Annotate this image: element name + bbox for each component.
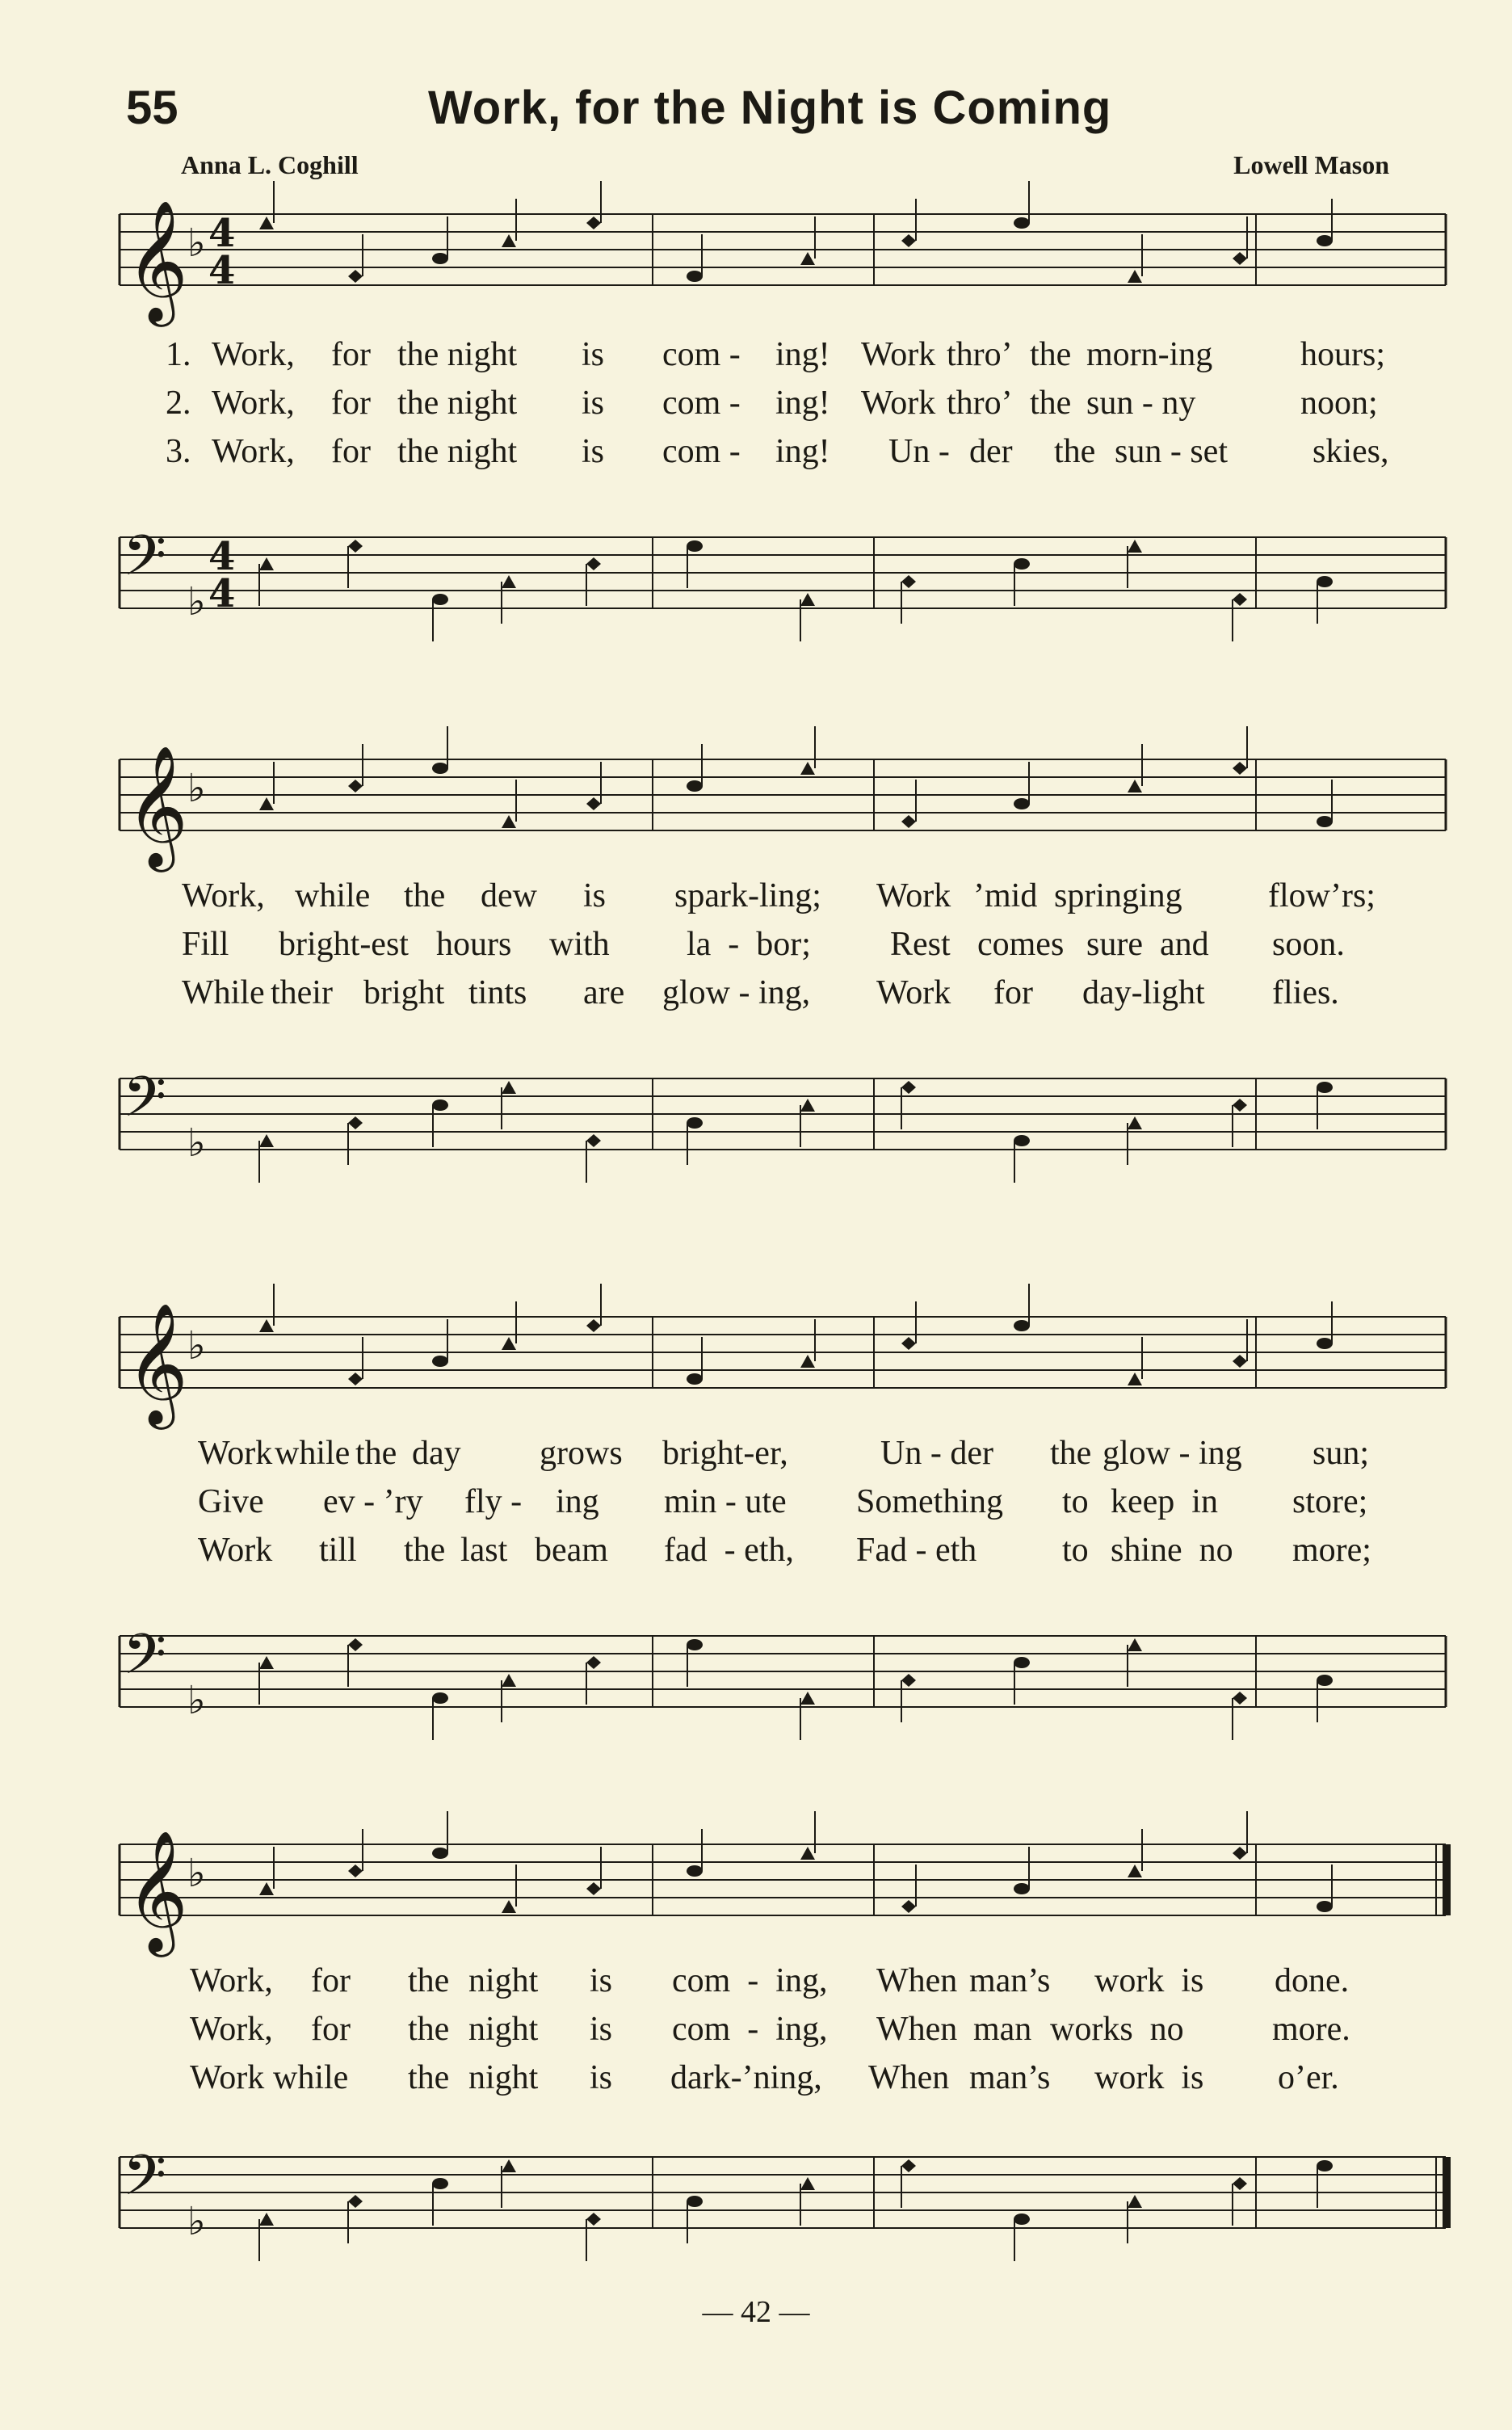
- syllable: ing!: [775, 433, 830, 470]
- syllable: fly -: [464, 1483, 523, 1520]
- syllable: with: [549, 926, 610, 963]
- verse-number: 2.: [166, 385, 191, 422]
- syllable: for: [993, 974, 1033, 1011]
- syllable: is: [590, 1962, 613, 1999]
- svg-text:𝄢: 𝄢: [123, 1064, 167, 1143]
- syllable: Un -: [888, 433, 950, 470]
- syllable: the: [404, 877, 446, 914]
- syllable: their: [271, 974, 333, 1011]
- syllable: com -: [662, 385, 741, 422]
- syllable: work is: [1094, 1962, 1204, 1999]
- syllable: flies.: [1272, 974, 1339, 1011]
- syllable: Give: [198, 1483, 264, 1520]
- svg-text:♭: ♭: [187, 1678, 206, 1723]
- syllable: the: [408, 1962, 450, 1999]
- syllable: the night: [397, 433, 518, 470]
- syllable: Work,: [212, 336, 295, 373]
- syllable: for: [331, 385, 371, 422]
- syllable: night: [468, 2011, 539, 2048]
- syllable: fad - eth,: [664, 1532, 794, 1569]
- syllable: glow - ing: [1102, 1435, 1242, 1472]
- syllable: ing!: [775, 336, 830, 373]
- syllable: for: [331, 336, 371, 373]
- syllable: shine no: [1111, 1532, 1233, 1569]
- treble-staff-2: [0, 744, 1512, 867]
- syllable: work is: [1094, 2059, 1204, 2096]
- syllable: tints: [468, 974, 527, 1011]
- syllable: is: [582, 433, 605, 470]
- verse-number: 1.: [166, 336, 191, 373]
- words-credit: Anna L. Coghill: [181, 150, 359, 179]
- treble-staff-1: [0, 199, 1512, 322]
- syllable: night: [468, 1962, 539, 1999]
- syllable: till: [319, 1532, 357, 1569]
- music-credit: Lowell Mason: [1233, 150, 1389, 179]
- syllable: noon;: [1300, 385, 1378, 422]
- syllable: while: [295, 877, 371, 914]
- syllable: Fad - eth: [856, 1532, 977, 1569]
- syllable: keep in: [1111, 1483, 1218, 1520]
- syllable: store;: [1292, 1483, 1368, 1520]
- syllable: works no: [1050, 2011, 1184, 2048]
- lyric-line: [0, 877, 1512, 925]
- syllable: the: [1030, 385, 1072, 422]
- syllable: bright-er,: [662, 1435, 788, 1472]
- svg-text:4: 4: [208, 534, 236, 579]
- svg-text:4: 4: [208, 571, 236, 616]
- svg-text:♭: ♭: [187, 221, 206, 266]
- svg-text:♭: ♭: [187, 1120, 206, 1166]
- syllable: When: [876, 2011, 958, 2048]
- syllable: sun - set: [1115, 433, 1228, 470]
- syllable: Work,: [190, 2011, 273, 2048]
- syllable: min - ute: [664, 1483, 787, 1520]
- svg-text:♭: ♭: [187, 766, 206, 811]
- syllable: is: [583, 877, 607, 914]
- syllable: Work: [876, 877, 951, 914]
- syllable: are: [583, 974, 625, 1011]
- svg-text:𝄢: 𝄢: [123, 2142, 167, 2222]
- syllable: the: [1054, 433, 1096, 470]
- syllable: When: [868, 2059, 950, 2096]
- syllable: flow’rs;: [1268, 877, 1376, 914]
- syllable: is: [590, 2011, 613, 2048]
- lyric-line: [0, 925, 1512, 973]
- syllable: com -: [662, 336, 741, 373]
- lyrics-system-3: [0, 1434, 1512, 1587]
- syllable: man’s: [969, 1962, 1051, 1999]
- syllable: man: [973, 2011, 1032, 2048]
- syllable: bright-est: [279, 926, 409, 963]
- treble-staff-4: [0, 1829, 1512, 1952]
- syllable: last: [460, 1532, 508, 1569]
- syllable: o’er.: [1278, 2059, 1339, 2096]
- syllable: Fill: [182, 926, 229, 963]
- syllable: man’s: [969, 2059, 1051, 2096]
- syllable: Work,: [212, 385, 295, 422]
- lyrics-system-1: [0, 335, 1512, 489]
- svg-text:𝄢: 𝄢: [123, 1621, 167, 1701]
- syllable: more;: [1292, 1532, 1371, 1569]
- hymn-title: Work, for the Night is Coming: [428, 82, 1112, 134]
- syllable: bright: [363, 974, 445, 1011]
- syllable: Work,: [212, 433, 295, 470]
- syllable: com - ing,: [672, 2011, 828, 2048]
- syllable: sun - ny: [1086, 385, 1196, 422]
- syllable: the night: [397, 336, 518, 373]
- svg-text:4: 4: [208, 211, 236, 256]
- svg-text:♭: ♭: [187, 1851, 206, 1896]
- syllable: Work: [198, 1532, 273, 1569]
- syllable: the: [404, 1532, 446, 1569]
- syllable: spark-ling;: [674, 877, 821, 914]
- syllable: Work: [190, 2059, 265, 2096]
- lyric-line: [0, 384, 1512, 432]
- syllable: grows: [540, 1435, 623, 1472]
- syllable: comes: [977, 926, 1065, 963]
- syllable: the: [408, 2011, 450, 2048]
- syllable: thro’: [947, 385, 1013, 422]
- syllable: thro’: [947, 336, 1013, 373]
- syllable: skies,: [1312, 433, 1389, 470]
- syllable: sun;: [1312, 1435, 1370, 1472]
- syllable: while: [275, 1435, 351, 1472]
- lyric-line: [0, 973, 1512, 1022]
- page-number: — 42 —: [702, 2295, 810, 2329]
- syllable: hours;: [1300, 336, 1385, 373]
- syllable: Rest: [890, 926, 951, 963]
- syllable: com -: [662, 433, 741, 470]
- syllable: night: [468, 2059, 539, 2096]
- bass-staff-1: [0, 525, 1512, 638]
- lyric-line: [0, 1434, 1512, 1482]
- syllable: ev - ’ry: [323, 1483, 423, 1520]
- svg-text:𝄞: 𝄞: [126, 199, 188, 322]
- syllable: the: [1030, 336, 1072, 373]
- syllable: When: [876, 1962, 958, 1999]
- svg-text:𝄞: 𝄞: [126, 1829, 188, 1952]
- syllable: la - bor;: [687, 926, 811, 963]
- syllable: springing: [1054, 877, 1182, 914]
- bass-staff-4: [0, 2142, 1512, 2258]
- syllable: dark-’ning,: [670, 2059, 822, 2096]
- hymn-number: 55: [126, 82, 178, 134]
- verse-number: 3.: [166, 433, 191, 470]
- treble-staff-3: [0, 1301, 1512, 1424]
- syllable: der: [969, 433, 1013, 470]
- bass-staff-2: [0, 1066, 1512, 1179]
- syllable: more.: [1272, 2011, 1350, 2048]
- lyrics-system-2: [0, 877, 1512, 1030]
- syllable: com - ing,: [672, 1962, 828, 1999]
- svg-text:♭: ♭: [187, 2199, 206, 2244]
- svg-text:𝄞: 𝄞: [126, 744, 188, 867]
- syllable: Work: [198, 1435, 273, 1472]
- syllable: day: [412, 1435, 461, 1472]
- syllable: Something: [856, 1483, 1004, 1520]
- syllable: to: [1062, 1532, 1089, 1569]
- syllable: day-light: [1082, 974, 1205, 1011]
- lyric-line: [0, 1531, 1512, 1579]
- syllable: for: [311, 1962, 351, 1999]
- syllable: Work: [861, 385, 936, 422]
- bass-staff-3: [0, 1621, 1512, 1737]
- syllable: ing: [556, 1483, 599, 1520]
- syllable: for: [331, 433, 371, 470]
- syllable: Work: [861, 336, 936, 373]
- svg-text:𝄞: 𝄞: [126, 1301, 188, 1424]
- syllable: is: [582, 385, 605, 422]
- lyric-line: [0, 1482, 1512, 1531]
- syllable: sure and: [1086, 926, 1209, 963]
- syllable: While: [182, 974, 265, 1011]
- syllable: the: [355, 1435, 397, 1472]
- syllable: while: [273, 2059, 349, 2096]
- lyric-line: [0, 2010, 1512, 2058]
- svg-text:♭: ♭: [187, 579, 206, 624]
- syllable: hours: [436, 926, 512, 963]
- syllable: beam: [535, 1532, 608, 1569]
- syllable: for: [311, 2011, 351, 2048]
- syllable: Un - der: [880, 1435, 993, 1472]
- syllable: is: [590, 2059, 613, 2096]
- syllable: soon.: [1272, 926, 1345, 963]
- syllable: glow - ing,: [662, 974, 811, 1011]
- lyric-line: [0, 335, 1512, 384]
- syllable: dew: [481, 877, 537, 914]
- syllable: to: [1062, 1483, 1089, 1520]
- syllable: is: [582, 336, 605, 373]
- syllable: ing!: [775, 385, 830, 422]
- svg-text:𝄢: 𝄢: [123, 523, 167, 602]
- syllable: Work,: [190, 1962, 273, 1999]
- syllable: the: [408, 2059, 450, 2096]
- syllable: the night: [397, 385, 518, 422]
- syllable: Work: [876, 974, 951, 1011]
- syllable: ’mid: [973, 877, 1038, 914]
- lyrics-system-4: [0, 1961, 1512, 2115]
- svg-text:4: 4: [208, 248, 236, 293]
- svg-text:♭: ♭: [187, 1323, 206, 1368]
- syllable: Work,: [182, 877, 265, 914]
- syllable: the: [1050, 1435, 1092, 1472]
- syllable: morn-ing: [1086, 336, 1213, 373]
- lyric-line: [0, 1961, 1512, 2010]
- syllable: done.: [1275, 1962, 1350, 1999]
- lyric-line: [0, 2058, 1512, 2107]
- lyric-line: [0, 432, 1512, 481]
